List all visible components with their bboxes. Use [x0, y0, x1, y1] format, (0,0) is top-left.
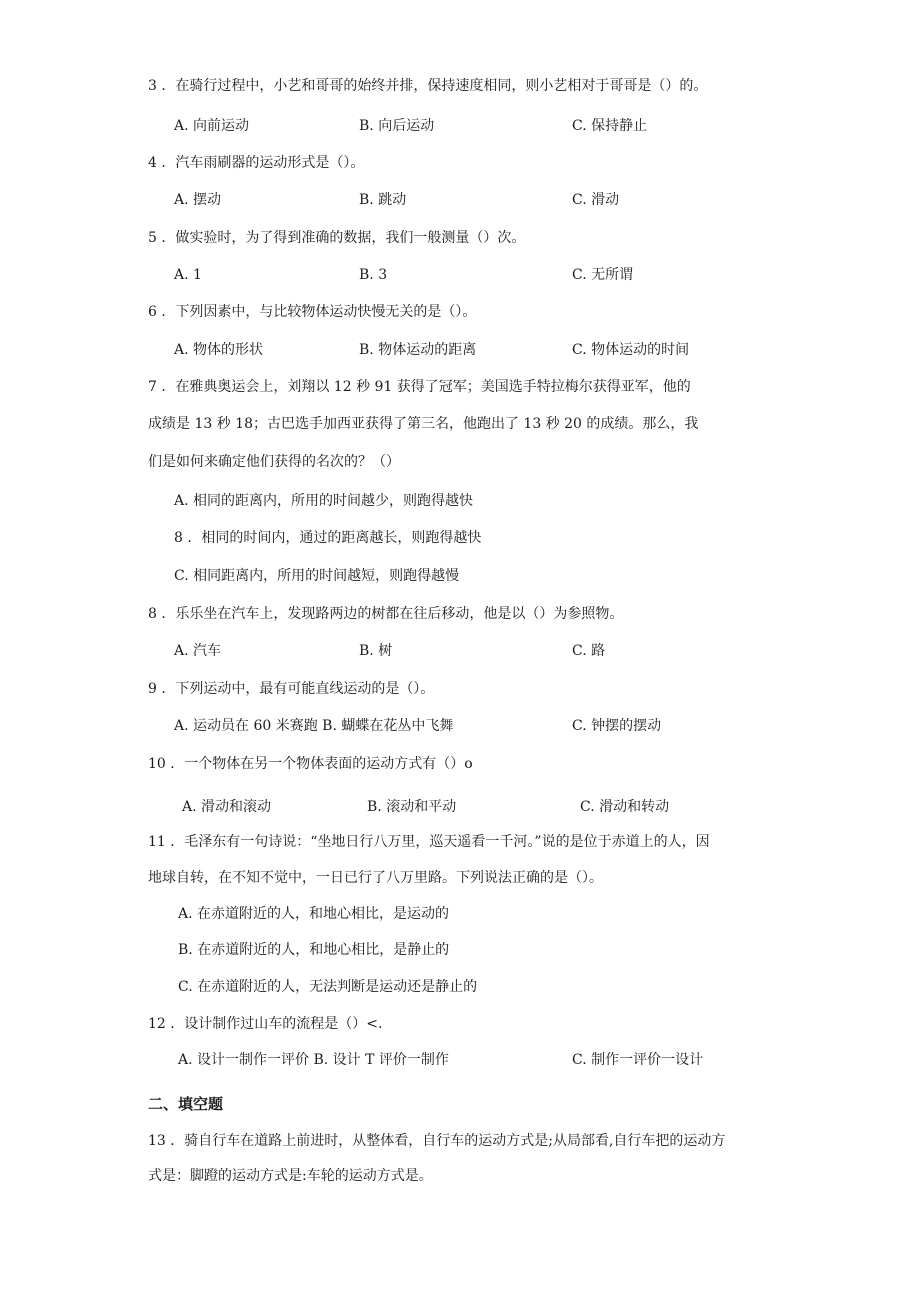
q4-option-b: B. 跳动	[359, 192, 407, 208]
q11-option-b: B. 在赤道附近的人，和地心相比，是静止的	[178, 942, 450, 958]
q11-option-c: C. 在赤道附近的人，无法判断是运动还是静止的	[178, 979, 478, 995]
q7-option-b: 8 ．相同的时间内，通过的距离越长，则跑得越快	[174, 530, 482, 546]
q3-option-b: B. 向后运动	[359, 118, 435, 134]
question-9: 9 ．下列运动中，最有可能直线运动的是（）。	[148, 681, 435, 697]
q12-options-a-b: A. 设计一制作一评价 B. 设计 T 评价一制作	[178, 1052, 449, 1068]
q6-option-b: B. 物体运动的距离	[359, 342, 477, 358]
q4-option-a: A. 摆动	[174, 192, 222, 208]
question-7-line-3: 们是如何来确定他们获得的名次的？（）	[148, 454, 400, 470]
q5-option-b: B. 3	[359, 267, 388, 283]
q8-option-a: A. 汽车	[174, 643, 222, 659]
question-5: 5 ．做实验时，为了得到准确的数据，我们一般测量（）次。	[148, 230, 526, 246]
question-8: 8 ．乐乐坐在汽车上，发现路两边的树都在往后移动，他是以（）为参照物。	[148, 606, 624, 622]
question-11-line-1: 11 ．毛泽东有一句诗说：“坐地日行八万里，巡天遥看一千河。”说的是位于赤道上的人，因	[148, 834, 710, 850]
q6-option-c: C. 物体运动的时间	[572, 342, 690, 358]
q7-option-c: C. 相同距离内，所用的时间越短，则跑得越慢	[174, 568, 460, 584]
q10-option-b: B. 滚动和平动	[367, 799, 457, 815]
q10-option-c: C. 滑动和转动	[580, 799, 670, 815]
q3-option-c: C. 保持静止	[572, 118, 648, 134]
question-11-line-2: 地球自转，在不知不觉中，一日已行了八万里路。下列说法正确的是（）。	[148, 870, 603, 886]
q12-option-c: C. 制作一评价一设计	[572, 1052, 704, 1068]
question-7-line-2: 成绩是 13 秒 18；古巴选手加西亚获得了第三名，他跑出了 13 秒 20 的成绩。那么，我	[148, 416, 699, 432]
question-7-line-1: 7 ．在雅典奥运会上，刘翔以 12 秒 91 获得了冠军；美国选手特拉梅尔获得亚军，他的	[148, 379, 691, 395]
q8-option-b: B. 树	[359, 643, 393, 659]
q9-options-a-b: A. 运动员在 60 米赛跑 B. 蝴蝶在花丛中飞舞	[174, 718, 454, 734]
q9-option-c: C. 钟摆的摆动	[572, 718, 662, 734]
question-12: 12 ．设计制作过山车的流程是（）<.	[148, 1016, 383, 1032]
q7-option-a: A. 相同的距离内，所用的时间越少，则跑得越快	[174, 493, 474, 509]
question-4: 4 ．汽车雨刷器的运动形式是（）。	[148, 155, 365, 171]
q10-option-a: A. 滑动和滚动	[182, 799, 272, 815]
question-13-line-1: 13 ．骑自行车在道路上前进时，从整体看，自行车的运动方式是;从局部看,自行车把的运动方	[148, 1133, 726, 1149]
question-13-line-2: 式是：脚蹬的运动方式是:车轮的运动方式是。	[148, 1168, 433, 1184]
question-10: 10 ．一个物体在另一个物体表面的运动方式有（）o	[148, 756, 473, 772]
q5-option-a: A. 1	[174, 267, 202, 283]
q5-option-c: C. 无所谓	[572, 267, 634, 283]
q11-option-a: A. 在赤道附近的人，和地心相比，是运动的	[178, 906, 450, 922]
q6-option-a: A. 物体的形状	[174, 342, 264, 358]
q3-option-a: A. 向前运动	[174, 118, 250, 134]
q8-option-c: C. 路	[572, 643, 606, 659]
question-3: 3 ．在骑行过程中，小艺和哥哥的始终并排，保持速度相同，则小艺相对于哥哥是（）的。	[148, 78, 708, 94]
question-6: 6 ．下列因素中，与比较物体运动快慢无关的是（）。	[148, 304, 477, 320]
q4-option-c: C. 滑动	[572, 192, 620, 208]
section-fill-in-title: 二、填空题	[148, 1095, 224, 1113]
